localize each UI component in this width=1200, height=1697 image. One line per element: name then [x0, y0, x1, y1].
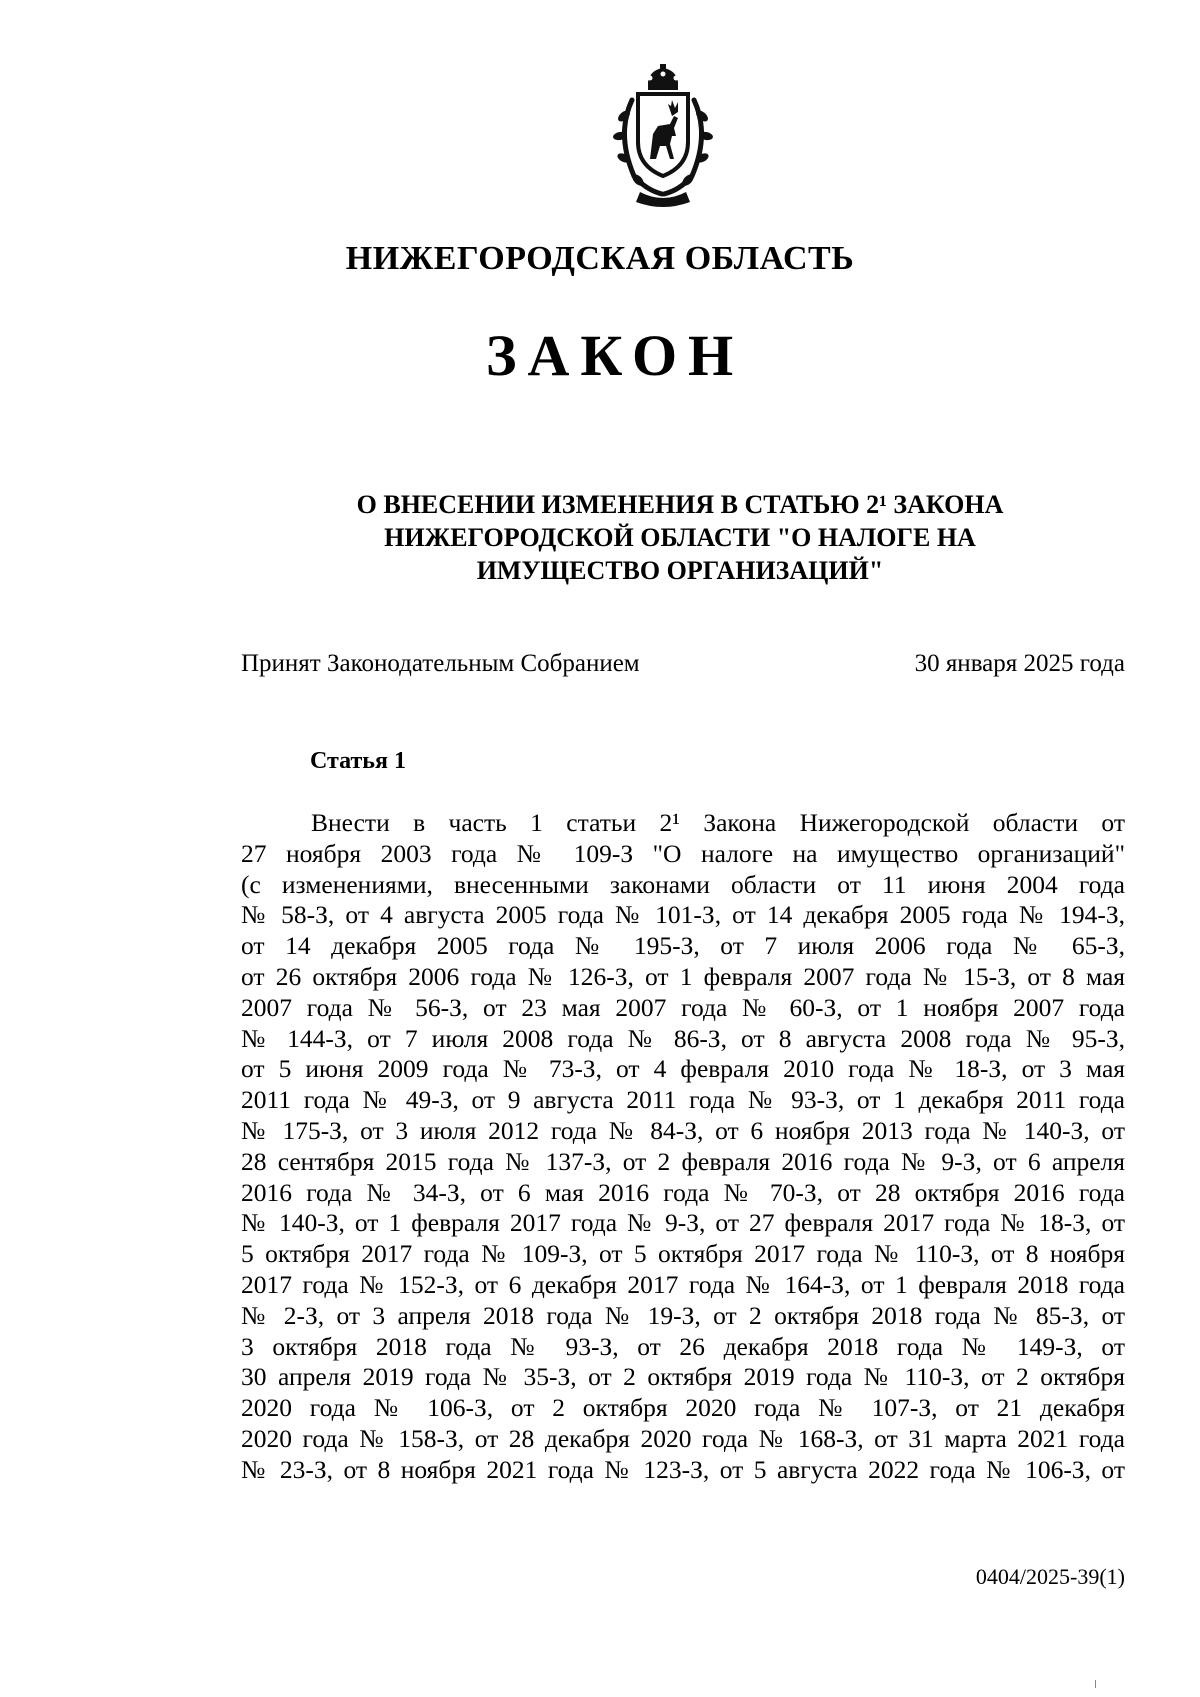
article-text-line: № 144-З, от 7 июля 2008 года № 86-З, от 8 августа 2008 года № 95-З,: [241, 1023, 1125, 1053]
article-text-line: 5 октября 2017 года № 109-З, от 5 октября 2017 года № 110-З, от 8 ноября: [241, 1239, 1125, 1269]
document-type: ЗАКОН: [485, 323, 745, 388]
article-text-line: № 23-З, от 8 ноября 2021 года № 123-З, от 5 августа 2022 года № 106-З, от: [241, 1454, 1125, 1484]
article-text-line: (с изменениями, внесенными законами области от 11 июня 2004 года: [241, 869, 1125, 899]
article-text-line: 3 октября 2018 года № 93-З, от 26 декабря 2018 года № 149-З, от: [241, 1331, 1125, 1361]
article-text-line: № 140-З, от 1 февраля 2017 года № 9-З, от 27 февраля 2017 года № 18-З, от: [241, 1208, 1125, 1238]
page-mark: [1095, 1680, 1096, 1688]
law-title-line: ИМУЩЕСТВО ОРГАНИЗАЦИЙ": [476, 556, 884, 585]
article-heading: Статья 1: [310, 748, 406, 774]
adoption-date: 30 января 2025 года: [914, 650, 1125, 677]
article-text-line: № 175-З, от 3 июля 2012 года № 84-З, от 6 ноября 2013 года № 140-З, от: [241, 1115, 1125, 1145]
article-text-line: 30 апреля 2019 года № 35-З, от 2 октября 2019 года № 110-З, от 2 октября: [241, 1362, 1125, 1392]
article-text-line: № 58-З, от 4 августа 2005 года № 101-З, от 14 декабря 2005 года № 194-З,: [241, 900, 1125, 930]
article-text-line: 2017 года № 152-З, от 6 декабря 2017 года № 164-З, от 1 февраля 2018 года: [241, 1269, 1125, 1299]
article-text-line: № 2-З, от 3 апреля 2018 года № 19-З, от 2 октября 2018 года № 85-З, от: [241, 1300, 1125, 1330]
article-text-line: 2007 года № 56-З, от 23 мая 2007 года № 60-З, от 1 ноября 2007 года: [241, 992, 1125, 1022]
law-title: [230, 488, 1130, 587]
article-text-line: от 26 октября 2006 года № 126-З, от 1 февраля 2007 года № 15-З, от 8 мая: [241, 961, 1125, 991]
article-text-line: 28 сентября 2015 года № 137-З, от 2 февраля 2016 года № 9-З, от 6 апреля: [241, 1146, 1125, 1176]
law-title-line: НИЖЕГОРОДСКОЙ ОБЛАСТИ "О НАЛОГЕ НА: [384, 523, 976, 552]
document-number: 0404/2025-39(1): [975, 1564, 1125, 1589]
article-text-line: 2020 года № 158-З, от 28 декабря 2020 года № 168-З, от 31 марта 2021 года: [241, 1423, 1125, 1453]
law-title-line: О ВНЕСЕНИИ ИЗМЕНЕНИЯ В СТАТЬЮ 2¹ ЗАКОНА: [356, 490, 1004, 519]
adopted-by: Принят Законодательным Собранием: [241, 650, 640, 677]
article-body: [241, 808, 1125, 1486]
article-text-line: 2016 года № 34-З, от 6 мая 2016 года № 70-З, от 28 октября 2016 года: [241, 1177, 1125, 1207]
article-text-line: от 14 декабря 2005 года № 195-З, от 7 июля 2006 года № 65-З,: [241, 931, 1125, 961]
article-text-line: Внести в часть 1 статьи 2¹ Закона Нижегородской области от: [311, 808, 1125, 837]
article-text-line: 27 ноября 2003 года № 109-З "О налоге на имущество организаций": [241, 838, 1125, 868]
region-name: НИЖЕГОРОДСКАЯ ОБЛАСТЬ: [345, 240, 855, 277]
article-text-line: 2011 года № 49-З, от 9 августа 2011 года № 93-З, от 1 декабря 2011 года: [241, 1085, 1125, 1115]
coat-of-arms-emblem: [598, 64, 728, 209]
article-text-line: от 5 июня 2009 года № 73-З, от 4 февраля 2010 года № 18-З, от 3 мая: [241, 1054, 1125, 1084]
article-text-line: 2020 года № 106-З, от 2 октября 2020 года № 107-З, от 21 декабря: [241, 1393, 1125, 1423]
